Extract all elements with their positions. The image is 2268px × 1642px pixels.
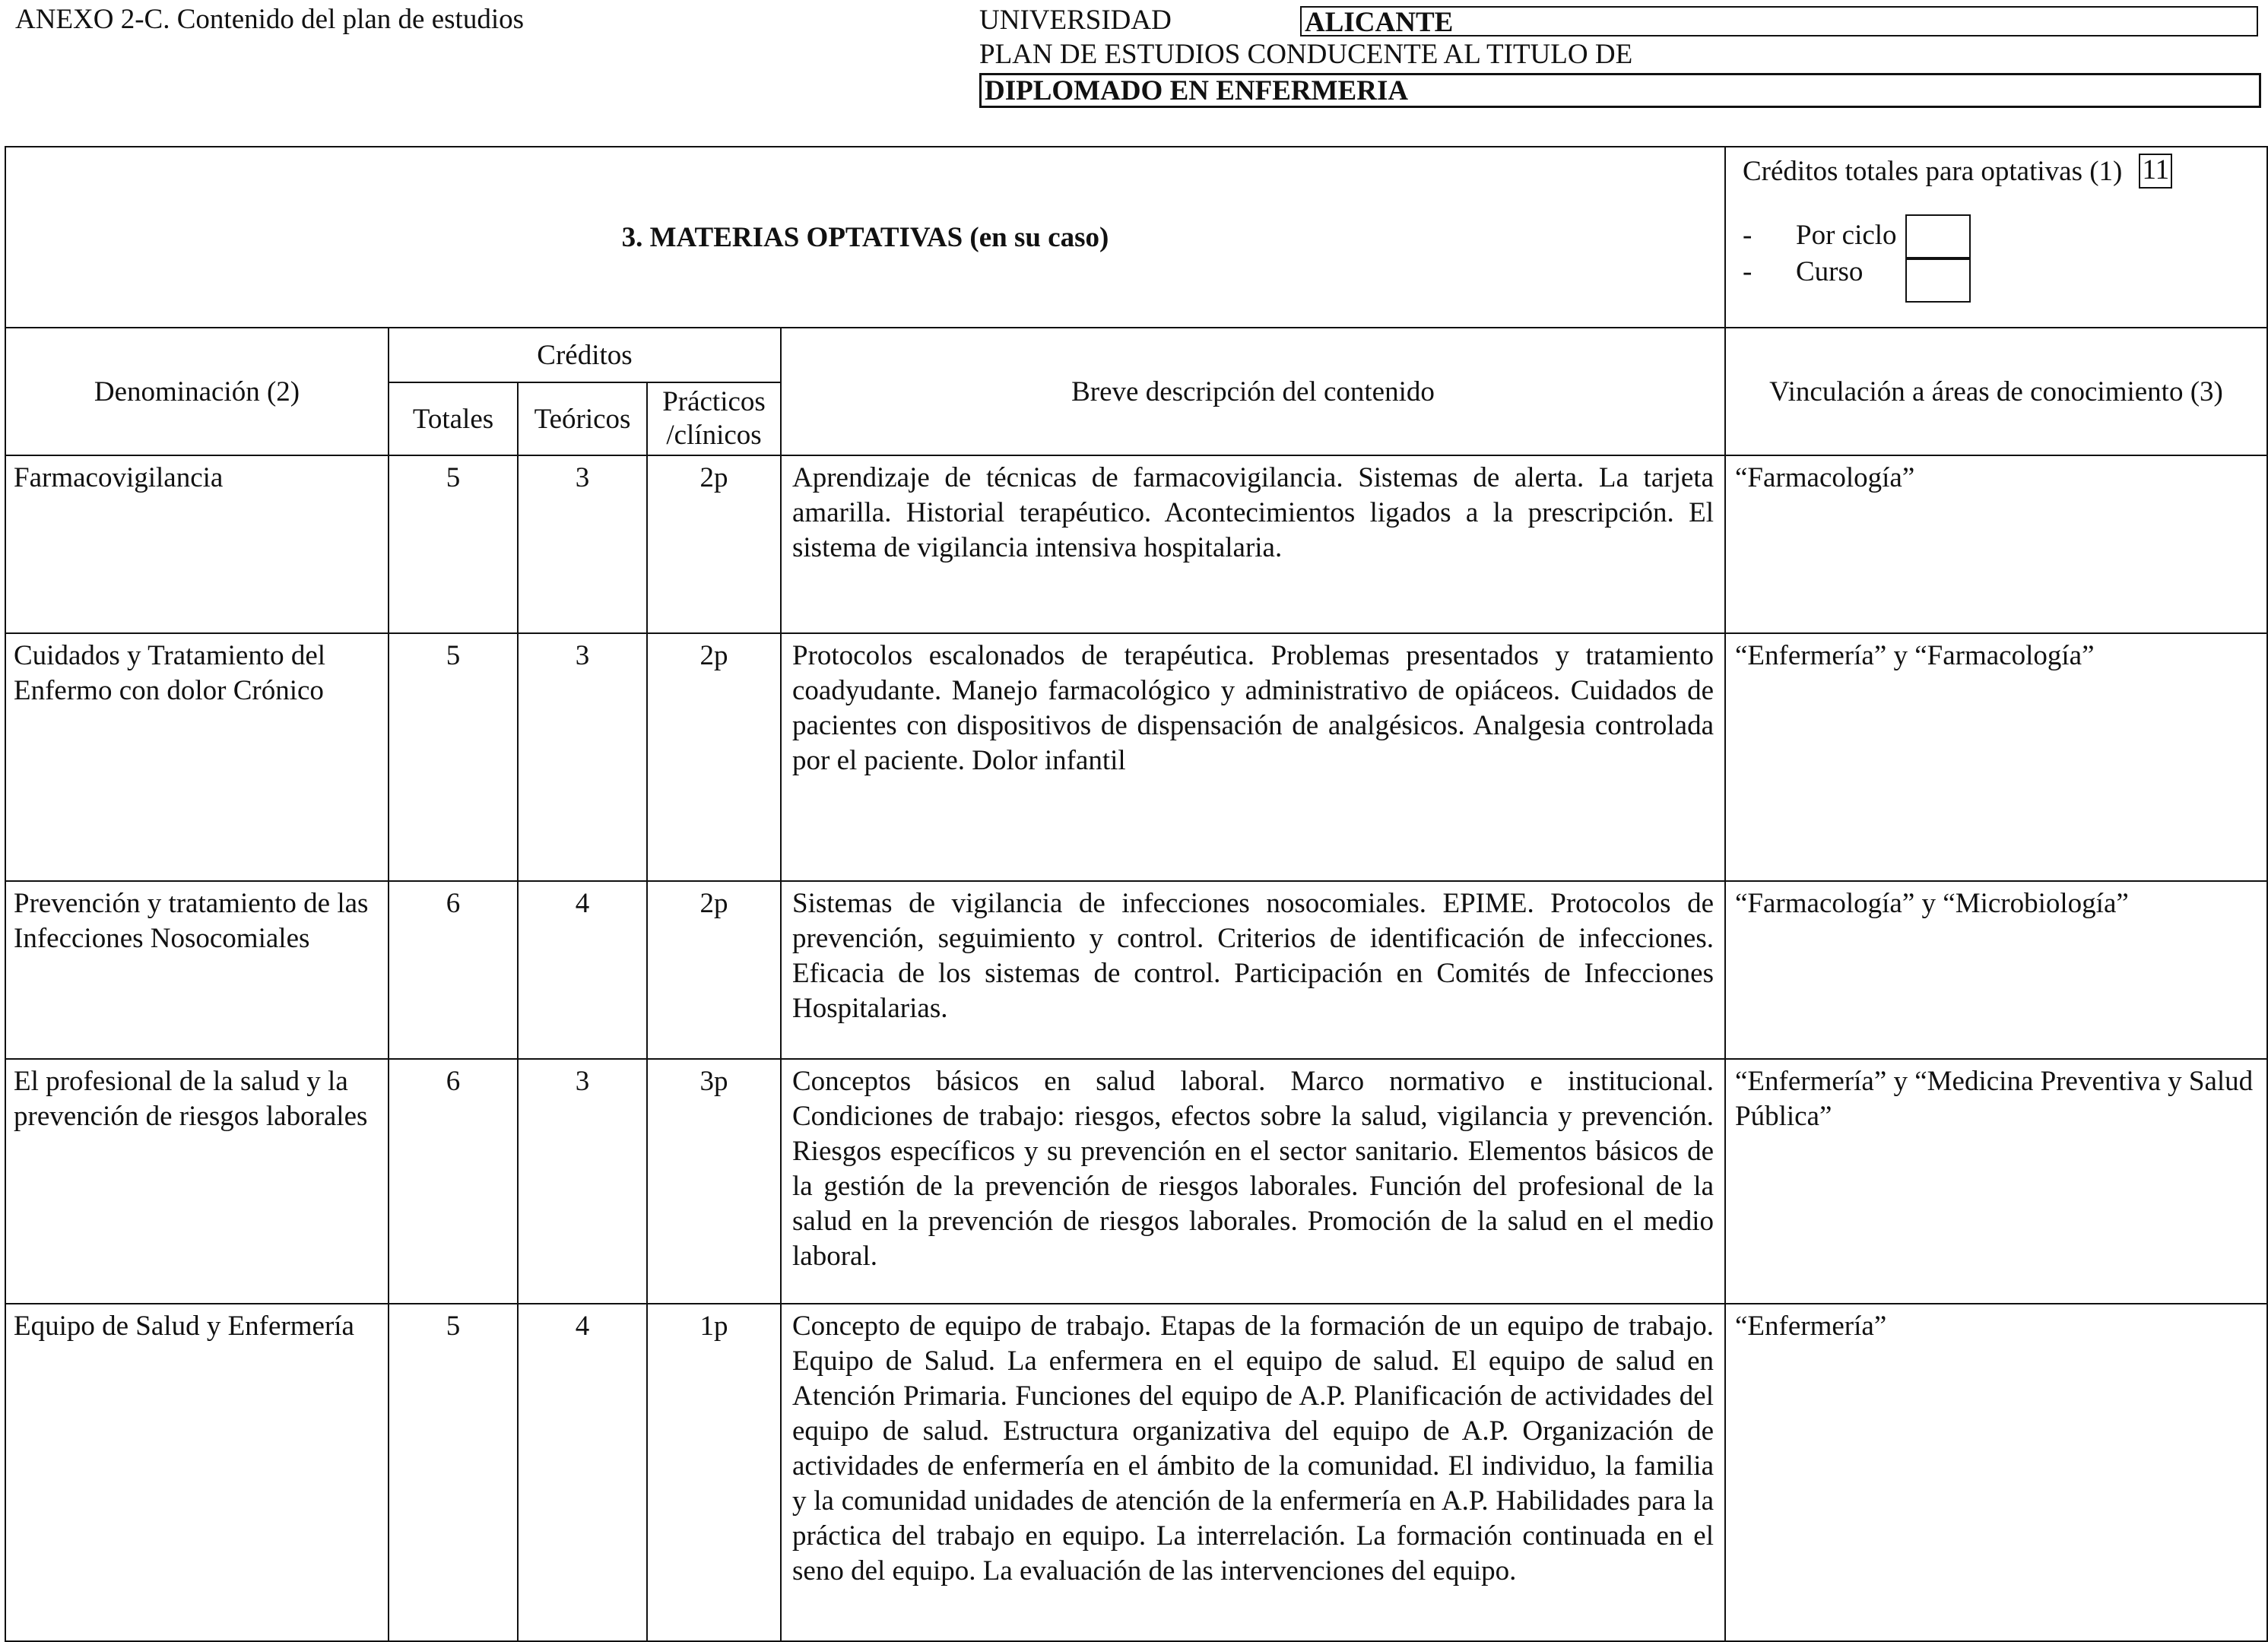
dash: - bbox=[1743, 256, 1753, 287]
credits-theory: 3 bbox=[518, 633, 647, 881]
table-row bbox=[5, 881, 2267, 1059]
credits-practice: 2p bbox=[647, 881, 781, 1059]
subject-name: Farmacovigilancia bbox=[5, 455, 389, 633]
university-name: ALICANTE bbox=[1300, 6, 2258, 36]
subject-description: Aprendizaje de técnicas de farmacovigilancia. Sistemas de alerta. La tarjeta amarilla. Historial terapéutico. Acontecimientos ligados a la prescripción. El sistema de vigilancia intensiva hospitalaria. bbox=[781, 455, 1725, 633]
per-cycle-label: Por ciclo bbox=[1796, 220, 1897, 251]
credits-practice: 3p bbox=[647, 1059, 781, 1304]
credits-total: 6 bbox=[389, 1059, 518, 1304]
credits-practice: 1p bbox=[647, 1304, 781, 1641]
col-header-theory: Teóricos bbox=[518, 382, 647, 455]
subject-name: Prevención y tratamiento de las Infecciones Nosocomiales bbox=[5, 881, 389, 1059]
subject-name: Cuidados y Tratamiento del Enfermo con dolor Crónico bbox=[5, 633, 389, 881]
knowledge-areas: “Enfermería” bbox=[1725, 1304, 2267, 1641]
credits-practice: 2p bbox=[647, 633, 781, 881]
course-label: Curso bbox=[1796, 256, 1864, 287]
credits-panel bbox=[1725, 147, 2267, 328]
university-block bbox=[979, 2, 2264, 108]
table-row bbox=[5, 455, 2267, 633]
knowledge-areas: “Farmacología” y “Microbiología” bbox=[1725, 881, 2267, 1059]
credits-total-line bbox=[1743, 154, 2172, 189]
credits-theory: 3 bbox=[518, 1059, 647, 1304]
credits-total: 6 bbox=[389, 881, 518, 1059]
subject-name: Equipo de Salud y Enfermería bbox=[5, 1304, 389, 1641]
plan-line: PLAN DE ESTUDIOS CONDUCENTE AL TITULO DE bbox=[979, 39, 1633, 70]
knowledge-areas: “Enfermería” y “Farmacología” bbox=[1725, 633, 2267, 881]
col-header-areas: Vinculación a áreas de conocimiento (3) bbox=[1725, 328, 2267, 455]
table-row bbox=[5, 1059, 2267, 1304]
knowledge-areas: “Farmacología” bbox=[1725, 455, 2267, 633]
optional-subjects-table bbox=[5, 146, 2268, 1642]
section-title: 3. MATERIAS OPTATIVAS (en su caso) bbox=[5, 147, 1725, 328]
credits-theory: 4 bbox=[518, 1304, 647, 1641]
credits-total: 5 bbox=[389, 455, 518, 633]
university-label: UNIVERSIDAD bbox=[979, 5, 1172, 36]
credits-theory: 4 bbox=[518, 881, 647, 1059]
course-line bbox=[1743, 255, 1863, 288]
annex-title: ANEXO 2-C. Contenido del plan de estudios bbox=[15, 4, 524, 35]
credits-total: 5 bbox=[389, 1304, 518, 1641]
col-header-name: Denominación (2) bbox=[5, 328, 389, 455]
col-header-credits: Créditos bbox=[389, 328, 781, 382]
credits-total-value: 11 bbox=[2139, 154, 2172, 189]
credits-practice: 2p bbox=[647, 455, 781, 633]
table-row bbox=[5, 633, 2267, 881]
subject-description: Protocolos escalonados de terapéutica. Problemas presentados y tratamiento coadyudante. Manejo farmacológico y administrativo de opiáceos. Cuidados de pacientes con dispositivos de dispensación de analgésicos. Analgesia controlada por el paciente. Dolor infantil bbox=[781, 633, 1725, 881]
subject-description: Concepto de equipo de trabajo. Etapas de la formación de un equipo de trabajo. Equipo de Salud. La enfermera en el equipo de salud. El equipo de salud en Atención Primaria. Funciones del equipo de A.P. Planificación de actividades del equipo de salud. Estructura organizativa del equipo de A.P. Organización de actividades de enfermería en el ámbito de la comunidad. El individuo, la familia y la comunidad unidades de atención de la enfermería en A.P. Habilidades para la práctica del trabajo en equipo. La interrelación. La formación continuada en el seno del equipo. La evaluación de las intervenciones del equipo. bbox=[781, 1304, 1725, 1641]
course-box bbox=[1905, 258, 1971, 303]
credits-theory: 3 bbox=[518, 455, 647, 633]
credits-total: 5 bbox=[389, 633, 518, 881]
table-row bbox=[5, 1304, 2267, 1641]
per-cycle-line bbox=[1743, 219, 1897, 252]
col-header-practice: Prácticos /clínicos bbox=[647, 382, 781, 455]
subject-description: Conceptos básicos en salud laboral. Marco normativo e institucional. Condiciones de trabajo: riesgos, efectos sobre la salud, vigilancia y prevención. Riesgos específicos y su prevención en el sector sanitario. Elementos básicos de la gestión de la prevención de riesgos laborales. Función del profesional de la salud en la prevención de riesgos laborales. Promoción de la salud en el medio laboral. bbox=[781, 1059, 1725, 1304]
knowledge-areas: “Enfermería” y “Medicina Preventiva y Salud Pública” bbox=[1725, 1059, 2267, 1304]
subject-name: El profesional de la salud y la prevención de riesgos laborales bbox=[5, 1059, 389, 1304]
dash: - bbox=[1743, 220, 1753, 251]
col-header-description: Breve descripción del contenido bbox=[781, 328, 1725, 455]
col-header-total: Totales bbox=[389, 382, 518, 455]
per-cycle-box bbox=[1905, 214, 1971, 258]
credits-total-label: Créditos totales para optativas (1) bbox=[1743, 155, 2123, 187]
university-row bbox=[979, 2, 2264, 36]
degree-name: DIPLOMADO EN ENFERMERIA bbox=[979, 73, 2261, 108]
subject-description: Sistemas de vigilancia de infecciones nosocomiales. EPIME. Protocolos de prevención, seguimiento y control. Criterios de identificación de infecciones. Eficacia de los sistemas de control. Participación en Comités de Infecciones Hospitalarias. bbox=[781, 881, 1725, 1059]
